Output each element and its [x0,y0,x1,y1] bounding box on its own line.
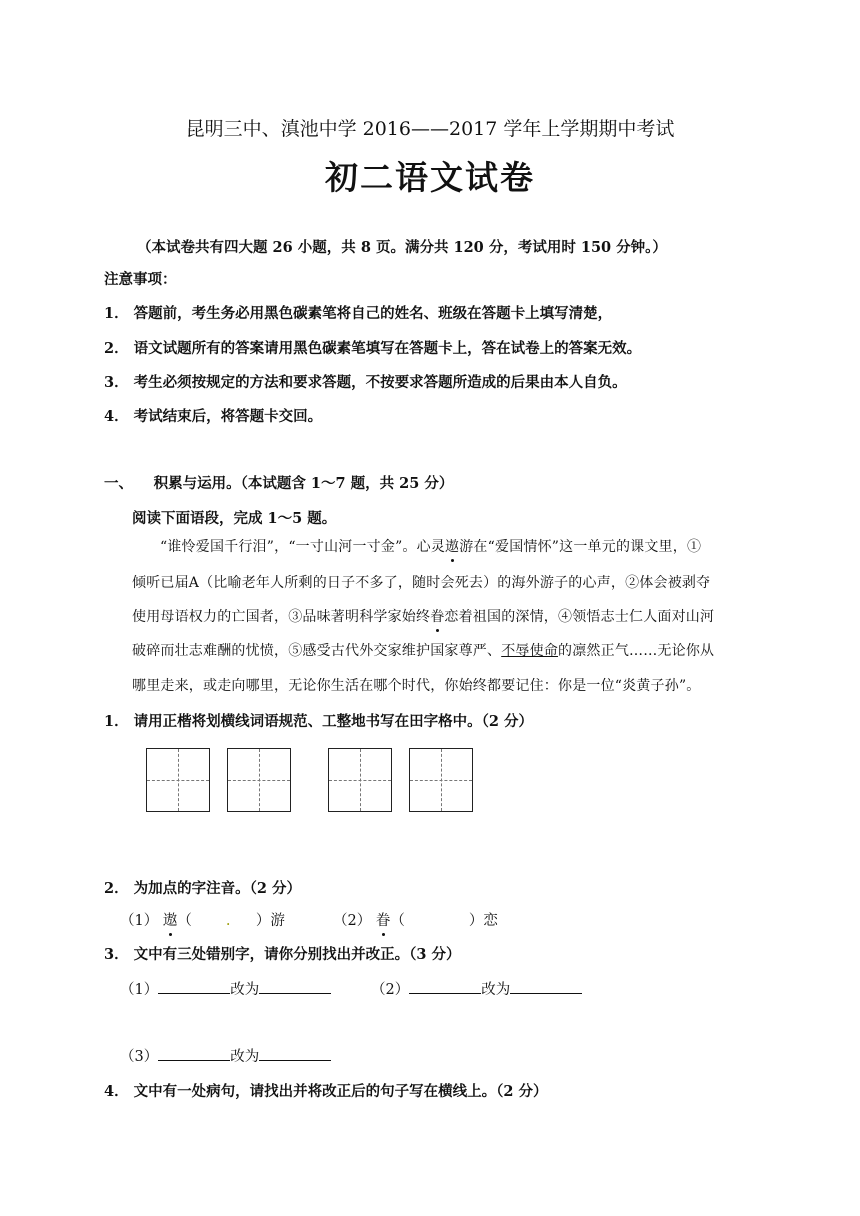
passage-line [132,640,714,660]
passage-line: 倾听已届A（比喻老年人所剩的日子不多了，随时会死去）的海外游子的心声，②体会被剥夺 [132,575,711,591]
item-label: （3） [120,1049,159,1065]
question-3 [104,943,461,964]
question-number: 3． [104,946,129,963]
item-label: （1） [120,913,159,929]
pinyin-item-1 [120,909,285,930]
question-number: 2． [104,880,129,897]
note-item [104,371,627,392]
bracket: （ [390,913,405,929]
question-1 [104,710,533,731]
bracket-suffix: ）恋 [468,913,498,929]
item-label: （2） [371,982,410,998]
section-number: 一、 [104,475,133,492]
correction-item-1 [120,978,331,999]
exam-title: 昆明三中、滇池中学 2016——2017 学年上学期期中考试 [185,118,675,140]
wrong-char-blank[interactable] [158,1046,230,1061]
note-number: 2． [104,340,129,357]
passage-text: “谁怜爱国千行泪”，“一寸山河一寸金”。心灵 [160,539,446,555]
change-to-label: 改为 [481,982,511,998]
passage-text: 使用母语权力的亡国者，③品味著明科学家始终 [132,609,431,625]
writing-grid-box[interactable] [227,748,291,812]
question-2 [104,877,301,898]
passage-line [160,536,701,556]
note-text: 语文试题所有的答案请用黑色碳素笔填写在答题卡上，答在试卷上的答案无效。 [133,340,642,357]
note-text: 答题前，考生务必用黑色碳素笔将自己的姓名、班级在答题卡上填写清楚， [133,305,613,322]
wrong-char-blank[interactable] [409,979,481,994]
passage-text: 破碎而壮志难酬的忧愤，⑤感受古代外交家维护国家尊严、 [132,643,502,659]
correction-item-2 [371,978,582,999]
correct-char-blank[interactable] [510,979,582,994]
bracket-suffix: ）游 [255,913,285,929]
correct-char-blank[interactable] [259,979,331,994]
note-item [104,302,612,323]
note-number: 3． [104,374,129,391]
dotted-character: 眷 [430,606,444,626]
question-text: 请用正楷将划横线词语规范、工整地书写在田字格中。（2 分） [133,713,534,730]
pinyin-item-2 [333,909,498,930]
section-heading [104,472,453,493]
notes-heading: 注意事项： [104,271,177,288]
note-number: 1． [104,305,129,322]
pinyin-answer-space[interactable]: . [225,913,231,929]
change-to-label: 改为 [230,982,260,998]
exam-summary: （本试卷共有四大题 26 小题，共 8 页。满分共 120 分，考试用时 150 分钟。） [137,239,667,256]
reading-instruction: 阅读下面语段，完成 1～5 题。 [132,510,337,527]
passage-text: 的凛然正气……无论你从 [558,643,715,659]
passage-text: 恋着祖国的深情，④领悟志士仁人面对山河 [444,609,715,625]
dotted-character: 遨 [163,909,178,930]
underlined-phrase: 不辱使命 [501,643,559,659]
question-text: 为加点的字注音。（2 分） [133,880,302,897]
question-number: 1． [104,713,129,730]
wrong-char-blank[interactable] [158,979,230,994]
question-text: 文中有一处病句，请找出并将改正后的句子写在横线上。（2 分） [133,1083,548,1100]
item-label: （2） [333,913,372,929]
passage-text: 游在“爱国情怀”这一单元的课文里，① [459,539,702,555]
note-number: 4． [104,408,129,425]
change-to-label: 改为 [230,1049,260,1065]
paper-title: 初二语文试卷 [325,158,535,197]
writing-grid-box[interactable] [409,748,473,812]
item-label: （1） [120,982,159,998]
bracket: （ [177,913,192,929]
note-text: 考生必须按规定的方法和要求答题，不按要求答题所造成的后果由本人自负。 [133,374,627,391]
dotted-character: 眷 [376,909,391,930]
question-4 [104,1080,548,1101]
note-item [104,337,641,358]
correct-char-blank[interactable] [259,1046,331,1061]
note-text: 考试结束后，将答题卡交回。 [133,408,323,425]
question-number: 4． [104,1083,129,1100]
writing-grid-box[interactable] [146,748,210,812]
dotted-character: 遨 [445,536,459,556]
passage-line [132,606,714,626]
question-text: 文中有三处错别字，请你分别找出并改正。（3 分） [133,946,461,963]
section-title: 积累与运用。（本试题含 1～7 题，共 25 分） [153,475,454,492]
correction-item-3 [120,1045,331,1066]
writing-grid-box[interactable] [328,748,392,812]
note-item [104,405,322,426]
passage-line: 哪里走来，或走向哪里，无论你生活在哪个时代，你始终都要记住：你是一位“炎黄子孙”。 [132,678,701,694]
